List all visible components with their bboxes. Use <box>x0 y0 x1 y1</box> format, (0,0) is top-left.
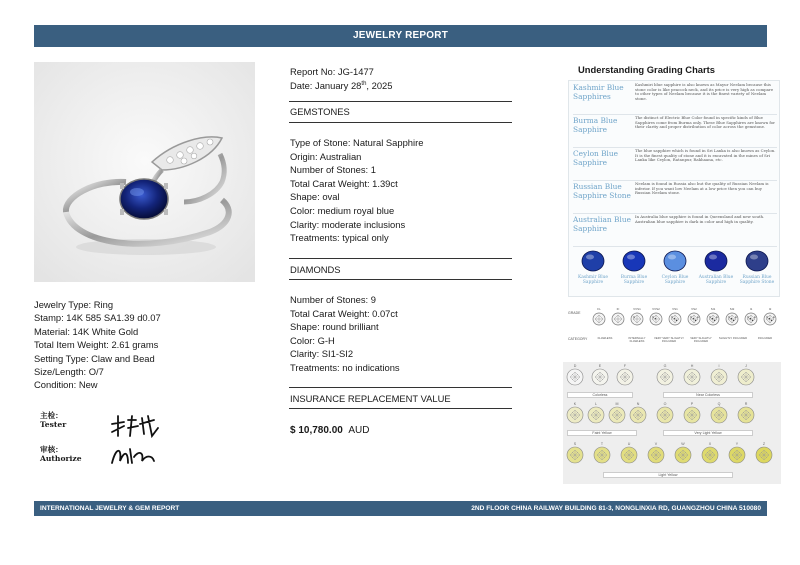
gem-treatments: Treatments: typical only <box>290 232 389 244</box>
color-grade-sample <box>628 402 648 424</box>
grading-row-name: Kashmir Blue Sapphires <box>573 83 624 101</box>
color-group-label: Very Light Yellow <box>663 430 753 436</box>
sapphire-sample-label: Australian Blue Sapphire <box>698 275 734 285</box>
color-grade-letter: J <box>745 364 747 368</box>
color-grade-letter: R <box>744 402 748 406</box>
color-grade-letter: F <box>623 364 627 368</box>
diamond-icon <box>608 406 626 424</box>
divider <box>573 246 777 247</box>
color-grade-letter: S <box>573 442 577 446</box>
color-grade-letter: K <box>573 402 577 406</box>
clarity-grade-label: VS1 <box>672 307 678 311</box>
clarity-category-label: SLIGHTLY INCLUDED <box>718 336 748 340</box>
total-item-weight: Total Item Weight: 2.61 grams <box>34 339 159 351</box>
diamond-icon <box>566 368 584 386</box>
color-grade-sample <box>736 364 756 386</box>
color-grade-letter: V <box>654 442 658 446</box>
clarity-grade-label: VVS1 <box>633 307 641 311</box>
diamond-clarity-icon <box>763 312 777 326</box>
grading-row-desc: The distinct of Electric Blue Color found in specific kinds of Blue Sapphires come from Burma only. These Blue Sapphires are known for their clarity and proper distribution of color across the gemstone. <box>635 115 775 130</box>
color-grade-sample <box>655 364 675 386</box>
color-grade-letter: Z <box>762 442 766 446</box>
authorize-label: 审核： Authorize <box>40 445 82 463</box>
diamond-icon <box>674 446 692 464</box>
grading-row-name: Russian Blue Sapphire Stone <box>573 182 631 200</box>
color-group-label: Near Colorless <box>663 392 753 398</box>
divider <box>289 122 512 123</box>
sapphire-sample <box>696 249 736 285</box>
grading-row-name: Ceylon Blue Sapphire <box>573 149 619 167</box>
color-grade-sample <box>709 364 729 386</box>
diamond-icon <box>710 406 728 424</box>
diamond-carat: Total Carat Weight: 0.07ct <box>290 307 398 319</box>
diamond-clarity-icon <box>611 312 625 326</box>
diamond-color-chart <box>563 362 781 484</box>
grading-row-name: Australian Blue Sapphire <box>573 215 631 233</box>
authorize-signature <box>108 443 158 467</box>
sapphire-sample <box>614 249 654 285</box>
sapphire-gem-icon <box>621 249 647 273</box>
color-grade-sample <box>565 364 585 386</box>
footer-left: INTERNATIONAL JEWELRY & GEM REPORT <box>40 505 180 512</box>
diamond-count: Number of Stones: 9 <box>290 294 376 305</box>
clarity-categories <box>590 337 780 344</box>
color-grade-letter: P <box>690 402 694 406</box>
clarity-grade <box>761 307 779 326</box>
diamond-icon <box>728 446 746 464</box>
diamond-icon <box>566 446 584 464</box>
diamond-clarity-icon <box>744 312 758 326</box>
diamond-icon <box>629 406 647 424</box>
color-grade-sample <box>615 364 635 386</box>
report-number: Report No: JG-1477 <box>290 66 374 77</box>
color-grade-sample <box>607 402 627 424</box>
gemstones-title: GEMSTONES <box>290 106 350 117</box>
color-grade-letter: U <box>627 442 631 446</box>
gem-type: Type of Stone: Natural Sapphire <box>290 137 424 148</box>
sapphire-sample <box>573 249 613 285</box>
divider <box>289 258 512 259</box>
gem-origin: Origin: Australian <box>290 150 362 162</box>
grading-row <box>573 215 777 248</box>
clarity-category-label: INCLUDED <box>757 336 773 340</box>
grade-row-label: GRADE <box>568 311 581 315</box>
sapphire-gem-icon <box>662 249 688 273</box>
color-grade-letter: H <box>690 364 694 368</box>
stamp: Stamp: 14K 585 SA1.39 d0.07 <box>34 312 161 324</box>
diamonds-title: DIAMONDS <box>290 264 341 275</box>
clarity-grade-label: SI2 <box>729 307 735 311</box>
clarity-category-label: VERY VERY SLIGHTLY INCLUDED <box>654 336 684 344</box>
color-grade-letter: G <box>663 364 667 368</box>
footer-address: 2ND FLOOR CHINA RAILWAY BUILDING 81-3, NONGLINXIA RD, GUANGZHOU CHINA 510080 <box>471 505 761 512</box>
color-grade-letter: Y <box>735 442 739 446</box>
diamond-icon <box>683 368 701 386</box>
diamond-icon <box>737 406 755 424</box>
color-grade-letter: E <box>598 364 602 368</box>
diamond-icon <box>591 368 609 386</box>
sapphire-sample-label: Russian Blue Sapphire Stone <box>739 275 775 285</box>
diamond-icon <box>656 406 674 424</box>
category-row-label: CATEGORY <box>568 337 588 341</box>
clarity-grade-label: VVS2 <box>652 307 660 311</box>
color-grade-sample <box>565 402 585 424</box>
grading-row-desc: The blue sapphire which is found in Sri Lanka is also known as Ceylon. It is the finest quality of stone and it is excavated in the mines of Sri Lanka like Ceylon, Ratanpur, Rakhaana, etc. <box>635 148 776 163</box>
clarity-grade <box>609 307 627 326</box>
report-info <box>290 65 393 93</box>
size-length: Size/Length: O/7 <box>34 366 104 378</box>
sapphire-sample-label: Burma Blue Sapphire <box>620 275 648 285</box>
sapphire-ring-image <box>34 62 255 282</box>
diamond-icon <box>755 446 773 464</box>
gem-shape: Shape: oval <box>290 191 340 203</box>
diamond-color: Color: G-H <box>290 334 335 346</box>
divider <box>289 101 512 102</box>
divider <box>289 387 512 388</box>
report-footer <box>34 501 767 516</box>
sapphire-sample <box>655 249 695 285</box>
diamond-clarity-icon <box>592 312 606 326</box>
sapphire-grading-chart <box>568 80 780 297</box>
clarity-grade-label: FL <box>597 307 601 311</box>
material: Material: 14K White Gold <box>34 325 139 337</box>
jewelry-details <box>34 298 161 392</box>
color-grade-letter: W <box>681 442 685 446</box>
clarity-category-label: VERY SLIGHTLY INCLUDED <box>690 336 712 344</box>
diamond-shape: Shape: round brilliant <box>290 321 379 333</box>
color-grade-letter: T <box>600 442 604 446</box>
clarity-grade <box>666 307 684 326</box>
color-grade-letter: I <box>718 364 720 368</box>
color-grade-sample <box>700 442 720 464</box>
diamond-treatments: Treatments: no indications <box>290 361 400 373</box>
color-grade-letter: N <box>636 402 640 406</box>
ring-photo <box>34 62 255 282</box>
clarity-grade-label: SI1 <box>710 307 716 311</box>
color-grade-letter: D <box>573 364 577 368</box>
diamond-clarity-icon <box>706 312 720 326</box>
color-grade-sample <box>754 442 774 464</box>
grading-row <box>573 116 777 149</box>
gem-color: Color: medium royal blue <box>290 204 395 216</box>
sapphire-gem-icon <box>580 249 606 273</box>
color-grade-sample <box>592 442 612 464</box>
color-group-label: Faint Yellow <box>567 430 637 436</box>
gemstones-details <box>290 136 423 245</box>
insurance-amount: $ 10,780.00 AUD <box>290 425 370 436</box>
color-grade-sample <box>655 402 675 424</box>
diamond-clarity-icon <box>668 312 682 326</box>
grading-row-desc: In Australia blue sapphire is found in Queensland and new south. Australian blue sapphire is dark in color and high in quality. <box>635 214 765 224</box>
sapphire-sample <box>737 249 777 285</box>
diamond-icon <box>656 368 674 386</box>
clarity-grade-label: I1 <box>749 307 753 311</box>
clarity-grade <box>685 307 703 326</box>
color-grade-sample <box>590 364 610 386</box>
diamond-icon <box>593 446 611 464</box>
grading-row <box>573 182 777 215</box>
grading-row-desc: Neelam is found in Russia also but the quality of Russian Neelam is inferior. If you want low Neelam at a low price then you can buy Russian Neelam stone. <box>635 181 769 196</box>
clarity-category-label: FLAWLESS <box>597 336 613 340</box>
color-grade-sample <box>586 402 606 424</box>
color-grade-letter: M <box>615 402 619 406</box>
diamond-icon <box>587 406 605 424</box>
clarity-scale <box>568 307 780 355</box>
diamond-clarity-icon <box>725 312 739 326</box>
color-grade-letter: O <box>663 402 667 406</box>
jewelry-type: Jewelry Type: Ring <box>34 299 114 310</box>
gem-clarity: Clarity: moderate inclusions <box>290 218 406 230</box>
clarity-grade <box>628 307 646 326</box>
sapphire-sample-label: Ceylon Blue Sapphire <box>661 275 689 285</box>
sapphire-samples <box>573 249 777 285</box>
clarity-category-label: INTERNALLY FLAWLESS <box>628 336 646 344</box>
clarity-grade-label: VS2 <box>691 307 697 311</box>
diamond-icon <box>647 446 665 464</box>
insurance-title: INSURANCE REPLACEMENT VALUE <box>290 393 451 404</box>
grading-chart-title: Understanding Grading Charts <box>578 64 715 75</box>
color-group-label: Colorless <box>567 392 633 398</box>
divider <box>289 279 512 280</box>
clarity-grade <box>742 307 760 326</box>
color-grade-sample <box>682 402 702 424</box>
clarity-grade <box>590 307 608 326</box>
clarity-grade-label: IF <box>616 307 620 311</box>
condition: Condition: New <box>34 379 98 391</box>
diamond-clarity-icon <box>687 312 701 326</box>
gem-carat: Total Carat Weight: 1.39ct <box>290 177 398 189</box>
diamond-icon <box>710 368 728 386</box>
diamond-icon <box>737 368 755 386</box>
tester-signature <box>108 414 164 438</box>
grading-row <box>573 83 777 116</box>
diamonds-details <box>290 293 400 375</box>
clarity-grade <box>723 307 741 326</box>
grading-row-desc: Kashmiri blue sapphire is also known as Mayur Neelam because this stone color is like peacock neck, and its price is very high as compare to other types of Neelam because it is the finest variety of Neelam stone. <box>635 82 774 101</box>
color-grade-sample <box>709 402 729 424</box>
diamond-icon <box>683 406 701 424</box>
color-grade-letter: Q <box>717 402 721 406</box>
diamond-icon <box>616 368 634 386</box>
report-date: Date: January 28th, 2025 <box>290 80 393 92</box>
color-grade-letter: L <box>595 402 597 406</box>
color-grade-sample <box>736 402 756 424</box>
gem-count: Number of Stones: 1 <box>290 164 376 176</box>
divider <box>289 408 512 409</box>
diamond-clarity: Clarity: SI1-SI2 <box>290 348 354 360</box>
color-grade-sample <box>646 442 666 464</box>
diamond-icon <box>701 446 719 464</box>
diamond-icon <box>620 446 638 464</box>
color-grade-sample <box>619 442 639 464</box>
clarity-grade-label: I2 <box>768 307 772 311</box>
diamond-clarity-icon <box>649 312 663 326</box>
color-grade-letter: X <box>708 442 712 446</box>
setting-type: Setting Type: Claw and Bead <box>34 352 155 364</box>
color-grade-sample <box>565 442 585 464</box>
clarity-grade <box>647 307 665 326</box>
sapphire-gem-icon <box>703 249 729 273</box>
report-header: JEWELRY REPORT <box>34 25 767 47</box>
color-grade-sample <box>727 442 747 464</box>
color-group-label: Light Yellow <box>603 472 733 478</box>
grading-row-name: Burma Blue Sapphire <box>573 116 618 134</box>
clarity-grade <box>704 307 722 326</box>
color-grade-sample <box>673 442 693 464</box>
diamond-icon <box>566 406 584 424</box>
sapphire-gem-icon <box>744 249 770 273</box>
grading-row <box>573 149 777 182</box>
sapphire-sample-label: Kashmir Blue Sapphire <box>577 275 609 285</box>
diamond-clarity-icon <box>630 312 644 326</box>
tester-label: 主检： Tester <box>40 411 67 429</box>
color-grade-sample <box>682 364 702 386</box>
